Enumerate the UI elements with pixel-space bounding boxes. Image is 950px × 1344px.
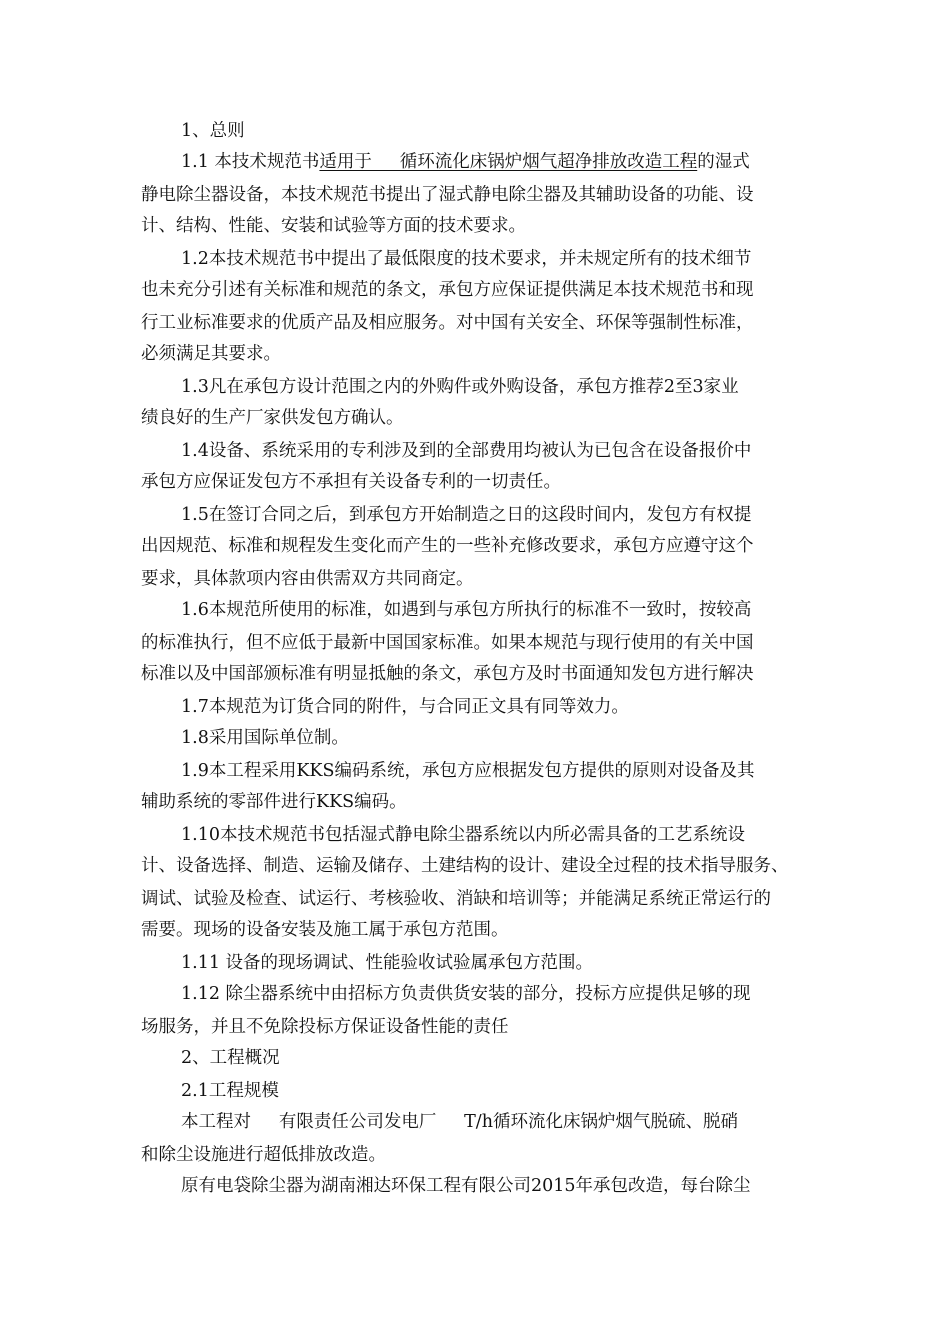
text-segment: 辅助系统的零部件进行KKS编码。 — [141, 792, 407, 812]
text-segment: 出因规范、标准和规程发生变化而产生的一些补充修改要求，承包方应遵守这个 — [141, 536, 754, 556]
text-segment: 的湿式 — [697, 152, 750, 172]
text-segment: 1.2本技术规范书中提出了最低限度的技术要求，并未规定所有的技术细节 — [181, 249, 752, 269]
text-segment: 1.4设备、系统采用的专利涉及到的全部费用均被认为已包含在设备报价中 — [181, 441, 752, 461]
text-segment: 1.12 除尘器系统中由招标方负责供货安装的部分，投标方应提供足够的现 — [181, 984, 751, 1004]
text-segment: 1.9本工程采用KKS编码系统，承包方应根据发包方提供的原则对设备及其 — [181, 761, 755, 781]
text-segment: 2.1工程规模 — [181, 1081, 279, 1101]
text-segment: 场服务，并且不免除投标方保证设备性能的责任 — [141, 1017, 509, 1037]
text-segment: 承包方应保证发包方不承担有关设备专利的一切责任。 — [141, 472, 561, 492]
text-segment: 1.11 设备的现场调试、性能验收试验属承包方范围。 — [181, 953, 594, 973]
text-segment: 标准以及中国部颁标准有明显抵触的条文，承包方及时书面通知发包方进行解决 — [141, 664, 754, 684]
text-segment: 1.7本规范为订货合同的附件，与合同正文具有同等效力。 — [181, 697, 629, 717]
underlined-text: 适用于 循环流化床锅炉烟气超净排放改造工程 — [319, 152, 698, 172]
text-segment: 1.6本规范所使用的标准，如遇到与承包方所执行的标准不一致时，按较高 — [181, 600, 752, 620]
text-segment: 绩良好的生产厂家供发包方确认。 — [141, 408, 404, 428]
text-segment: 原有电袋除尘器为湖南湘达环保工程有限公司2015年承包改造，每台除尘 — [181, 1176, 751, 1196]
text-segment: 必须满足其要求。 — [141, 344, 281, 364]
text-segment: 行工业标准要求的优质产品及相应服务。对中国有关安全、环保等强制性标准， — [141, 313, 754, 333]
text-segment: 要求，具体款项内容由供需双方共同商定。 — [141, 569, 474, 589]
text-segment: 计、结构、性能、安装和试验等方面的技术要求。 — [141, 216, 526, 236]
text-segment: 1.5在签订合同之后，到承包方开始制造之日的这段时间内，发包方有权提 — [181, 505, 752, 525]
text-segment: 静电除尘器设备，本技术规范书提出了湿式静电除尘器及其辅助设备的功能、设 — [141, 185, 754, 205]
text-segment: 1.10本技术规范书包括湿式静电除尘器系统以内所必需具备的工艺系统设 — [181, 825, 745, 845]
text-line — [0, 1167, 950, 1205]
text-segment: 调试、试验及检查、试运行、考核验收、消缺和培训等；并能满足系统正常运行的 — [141, 889, 771, 909]
text-segment: 计、设备选择、制造、运输及储存、土建结构的设计、建设全过程的技术指导服务、 — [141, 856, 789, 876]
text-segment: 需要。现场的设备安装及施工属于承包方范围。 — [141, 920, 509, 940]
text-segment: 的标准执行，但不应低于最新中国国家标准。如果本规范与现行使用的有关中国 — [141, 633, 754, 653]
text-segment: 1、总则 — [181, 121, 245, 141]
text-segment: 1.8采用国际单位制。 — [181, 728, 349, 748]
text-segment: 本工程对 有限责任公司发电厂 T/h循环流化床锅炉烟气脱硫、脱硝 — [181, 1112, 738, 1132]
text-segment: 也未充分引述有关标准和规范的条文，承包方应保证提供满足本技术规范书和现 — [141, 280, 754, 300]
text-segment: 1.3凡在承包方设计范围之内的外购件或外购设备，承包方推荐2至3家业 — [181, 377, 739, 397]
text-segment: 和除尘设施进行超低排放改造。 — [141, 1145, 386, 1165]
text-segment: 1.1 本技术规范书 — [181, 152, 320, 172]
text-segment: 2、工程概况 — [181, 1048, 280, 1068]
